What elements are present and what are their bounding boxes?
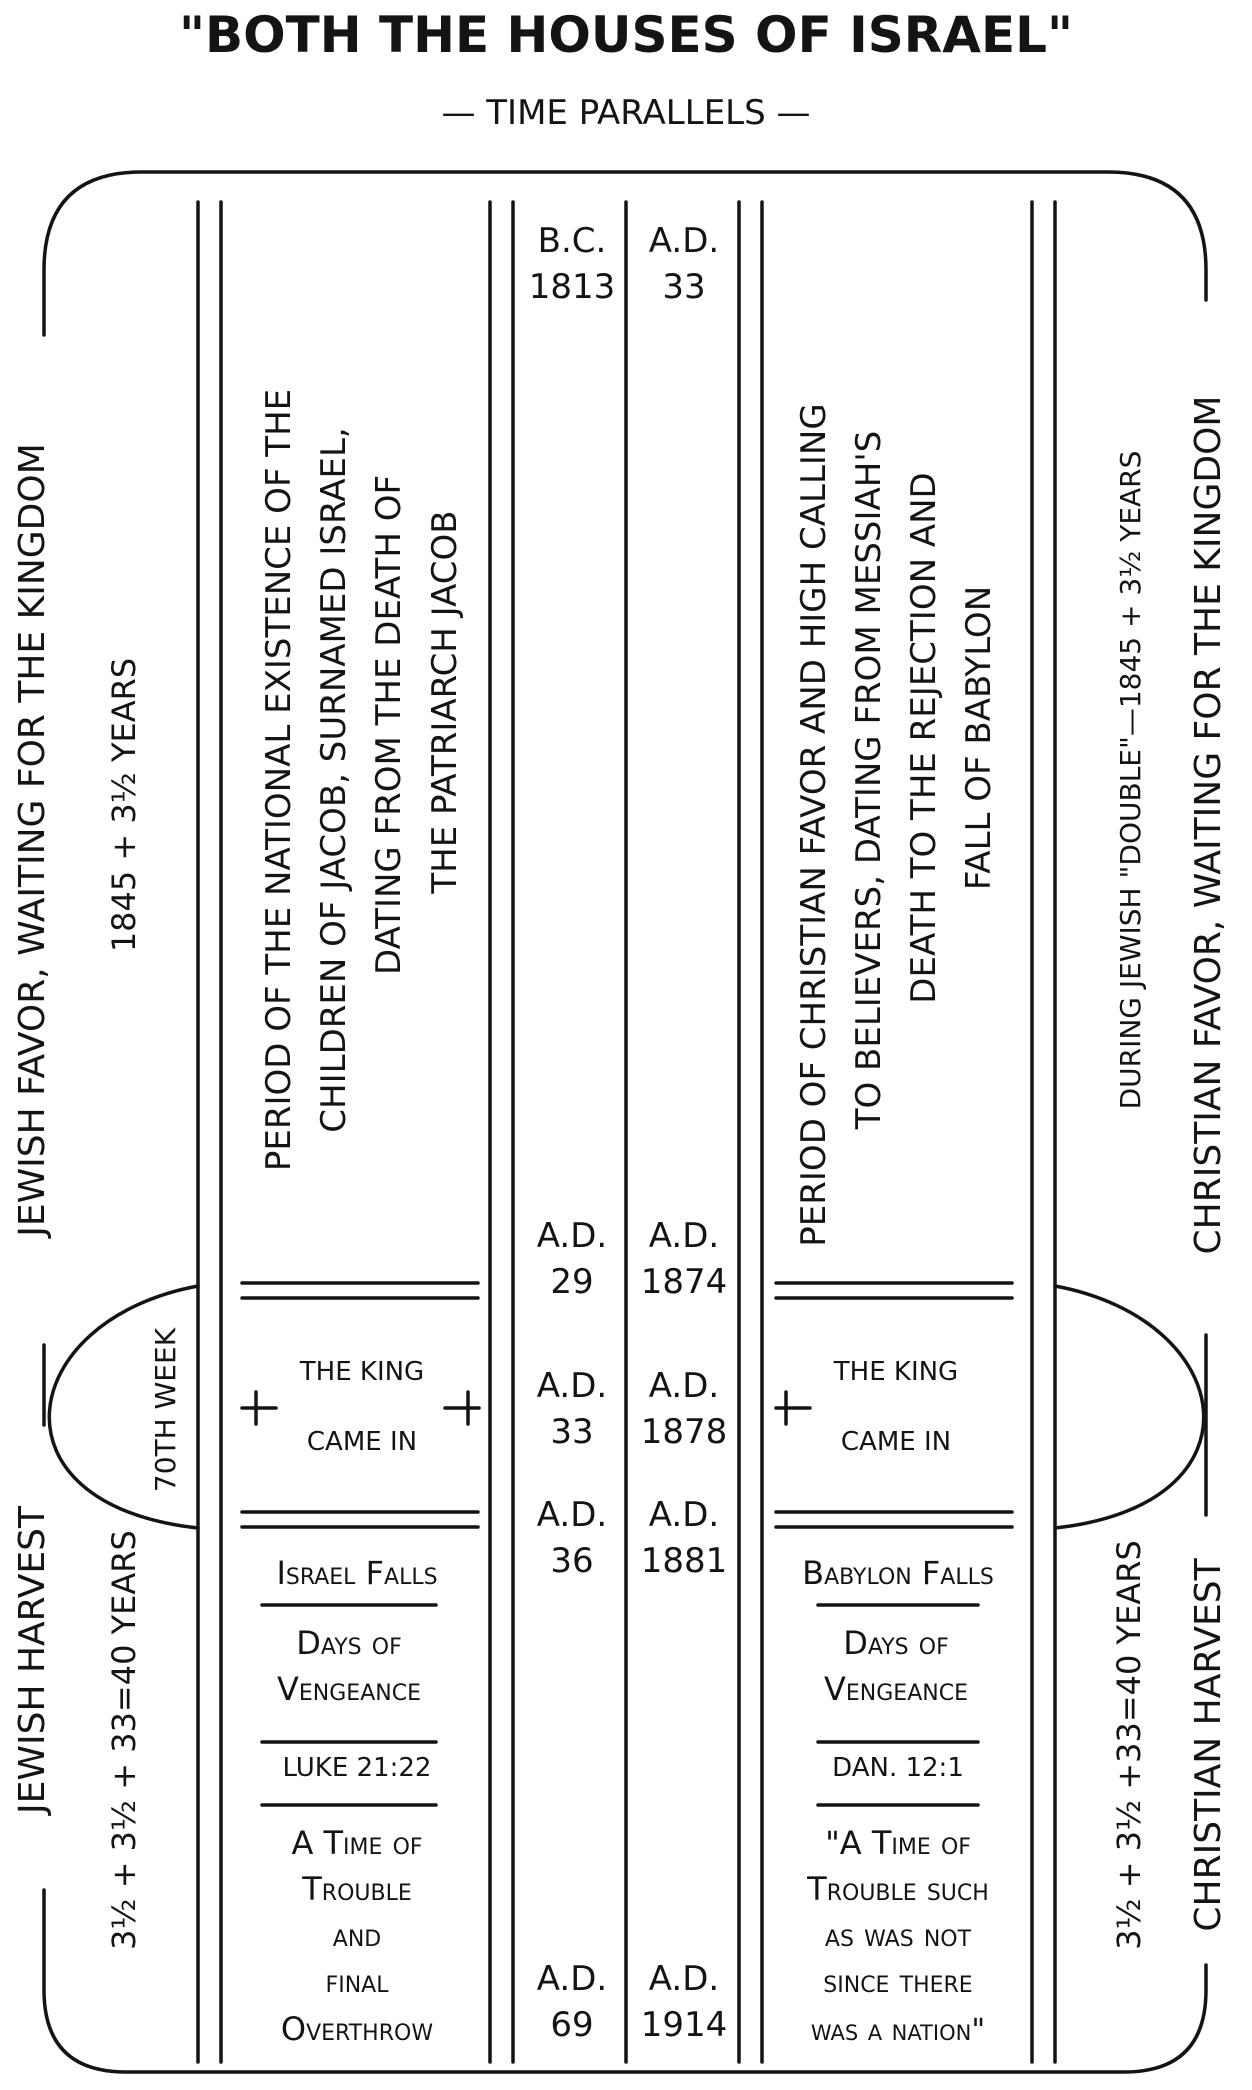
date-year: 33	[662, 267, 706, 307]
trouble-left-3: and	[332, 1916, 382, 1954]
jewish-favor-label: JEWISH FAVOR, WAITING FOR THE KINGDOM	[12, 443, 53, 1237]
left-lens-inner	[44, 1425, 120, 1510]
date-year: 69	[550, 2005, 594, 2045]
date-year: 1874	[640, 1262, 728, 1302]
date-era: A.D.	[536, 1959, 608, 1999]
babylon-falls: Babylon Falls	[802, 1554, 994, 1592]
years-favor-label: 1845 + 3½ YEARS	[105, 657, 143, 953]
trouble-right-1: "A Time of	[825, 1824, 971, 1862]
date-era: A.D.	[536, 1216, 608, 1256]
king-came-in-line-2-right: CAME IN	[840, 1427, 952, 1457]
left-period-line-2: CHILDREN OF JACOB, SURNAMED ISRAEL,	[314, 427, 354, 1133]
date-year: 29	[550, 1262, 594, 1302]
page-subtitle: — TIME PARALLELS —	[441, 93, 811, 133]
left-period-line-3: DATING FROM THE DEATH OF	[369, 474, 409, 976]
vengeance-left: Vengeance	[277, 1670, 421, 1708]
trouble-left-1: A Time of	[291, 1824, 423, 1862]
date-era: B.C.	[537, 221, 607, 261]
date-era: A.D.	[648, 221, 720, 261]
king-came-in-line-1-left: THE KING	[299, 1357, 425, 1387]
trouble-right-2: Trouble such	[807, 1870, 989, 1908]
christian-harvest-label: CHRISTIAN HARVEST	[1188, 1558, 1229, 1932]
trouble-left-5: Overthrow	[280, 2010, 434, 2048]
date-era: A.D.	[648, 1216, 720, 1256]
right-lens	[1055, 1286, 1204, 1528]
date-era: A.D.	[648, 1366, 720, 1406]
left-period-line-1: PERIOD OF THE NATIONAL EXISTENCE OF THE	[259, 388, 299, 1172]
date-era: A.D.	[536, 1366, 608, 1406]
jewish-harvest-label: JEWISH HARVEST	[12, 1506, 53, 1814]
israel-falls: Israel Falls	[276, 1554, 438, 1592]
right-period-line-4: FALL OF BABYLON	[959, 585, 999, 891]
king-came-in-line-2-left: CAME IN	[306, 1427, 418, 1457]
date-year: 1914	[640, 2005, 728, 2045]
date-era: A.D.	[536, 1495, 608, 1535]
during-double-label: DURING JEWISH "DOUBLE"—1845 + 3½ YEARS	[1114, 450, 1147, 1110]
king-came-in-line-1-right: THE KING	[833, 1357, 959, 1387]
years-harvest-label-left: 3½ + 3½ + 33=40 YEARS	[105, 1530, 143, 1950]
page-title: "BOTH THE HOUSES OF ISRAEL"	[178, 6, 1074, 64]
right-period-line-2: TO BELIEVERS, DATING FROM MESSIAH'S	[849, 430, 889, 1130]
seventieth-week-label: 70TH WEEK	[149, 1327, 182, 1493]
date-era: A.D.	[648, 1495, 720, 1535]
date-year: 33	[550, 1412, 594, 1452]
date-year: 1881	[640, 1541, 728, 1581]
days-of-left: Days of	[296, 1624, 402, 1662]
right-period-line-1: PERIOD OF CHRISTIAN FAVOR AND HIGH CALLING	[794, 403, 834, 1247]
trouble-right-3: as was not	[824, 1916, 972, 1954]
dan-reference: DAN. 12:1	[832, 1753, 964, 1783]
luke-reference: LUKE 21:22	[282, 1753, 432, 1783]
right-period-line-3: DEATH TO THE REJECTION AND	[904, 472, 944, 1004]
date-year: 1813	[528, 267, 616, 307]
trouble-right-4: since there	[823, 1962, 973, 2000]
years-harvest-label-right: 3½ + 3½ +33=40 YEARS	[1110, 1540, 1148, 1950]
left-period-line-4: THE PATRIARCH JACOB	[425, 510, 465, 894]
vengeance-right: Vengeance	[824, 1670, 968, 1708]
date-year: 1878	[640, 1412, 728, 1452]
christian-favor-label: CHRISTIAN FAVOR, WAITING FOR THE KINGDOM	[1188, 395, 1229, 1255]
date-era: A.D.	[648, 1959, 720, 1999]
days-of-right: Days of	[843, 1624, 949, 1662]
trouble-right-5: was a nation"	[810, 2013, 986, 2048]
trouble-left-4: final	[325, 1962, 389, 2000]
date-year: 36	[550, 1541, 594, 1581]
trouble-left-2: Trouble	[302, 1870, 412, 1908]
